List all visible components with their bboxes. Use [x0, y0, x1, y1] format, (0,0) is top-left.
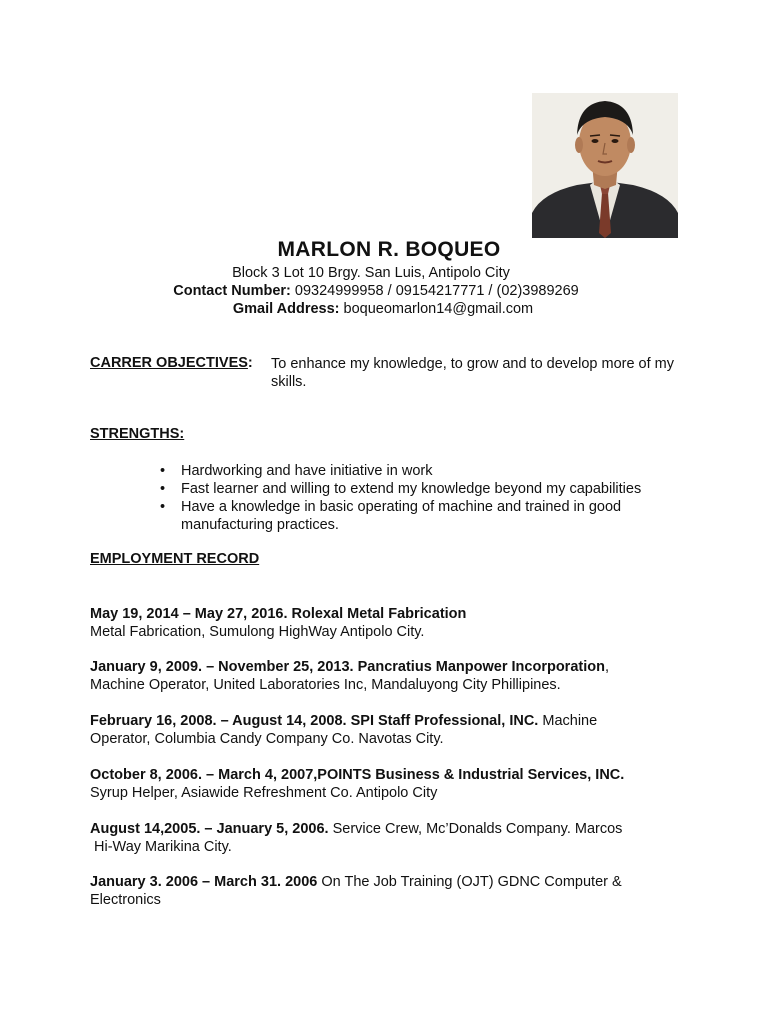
list-item: • Have a knowledge in basic operating of machine and trained in good manufacturing practices.: [160, 498, 700, 534]
contact-label: Contact Number:: [173, 283, 291, 299]
employment-entry: May 19, 2014 – May 27, 2016. Rolexal Metal Fabrication Metal Fabrication, Sumulong HighWay Antipolo City.: [90, 606, 467, 640]
employment-entry: February 16, 2008. – August 14, 2008. SPI Staff Professional, INC. Machine Operator, Columbia Candy Company Co. Navotas City.: [90, 713, 598, 747]
list-item: • Fast learner and willing to extend my knowledge beyond my capabilities: [160, 480, 700, 498]
employment-entry: January 3. 2006 – March 31. 2006 On The Job Training (OJT) GDNC Computer & Electronics: [90, 874, 622, 908]
objectives-text: To enhance my knowledge, to grow and to develop more of my skills.: [271, 356, 675, 390]
contact-line: [0, 283, 760, 299]
email-label: Gmail Address:: [232, 301, 340, 317]
employment-entry: August 14,2005. – January 5, 2006. Service Crew, Mc’Donalds Company. Marcos Hi-Way Marikina City.: [90, 821, 623, 855]
employment-entry: January 9, 2009. – November 25, 2013. Pancratius Manpower Incorporation, Machine Operator, United Laboratories Inc, Mandaluyong City Phillipines.: [90, 659, 609, 693]
email-value: boqueomarlon14@gmail.com: [339, 301, 534, 317]
employment-heading: EMPLOYMENT RECORD: [90, 551, 260, 567]
list-item: • Hardworking and have initiative in work: [160, 462, 700, 480]
strengths-heading: STRENGTHS:: [90, 426, 185, 442]
strengths-list: [160, 462, 700, 534]
email-line: [0, 301, 767, 317]
objectives-heading: CARRER OBJECTIVES:: [90, 355, 253, 371]
applicant-name: MARLON R. BOQUEO: [277, 238, 501, 261]
profile-photo-image: [532, 93, 678, 238]
employment-entry: October 8, 2006. – March 4, 2007,POINTS Business & Industrial Services, INC. Syrup Helper, Asiawide Refreshment Co. Antipolo City: [90, 767, 625, 801]
profile-photo: [532, 93, 678, 238]
contact-value: 09324999958 / 09154217771 / (02)3989269: [290, 283, 579, 299]
address: Block 3 Lot 10 Brgy. San Luis, Antipolo City: [232, 265, 510, 281]
